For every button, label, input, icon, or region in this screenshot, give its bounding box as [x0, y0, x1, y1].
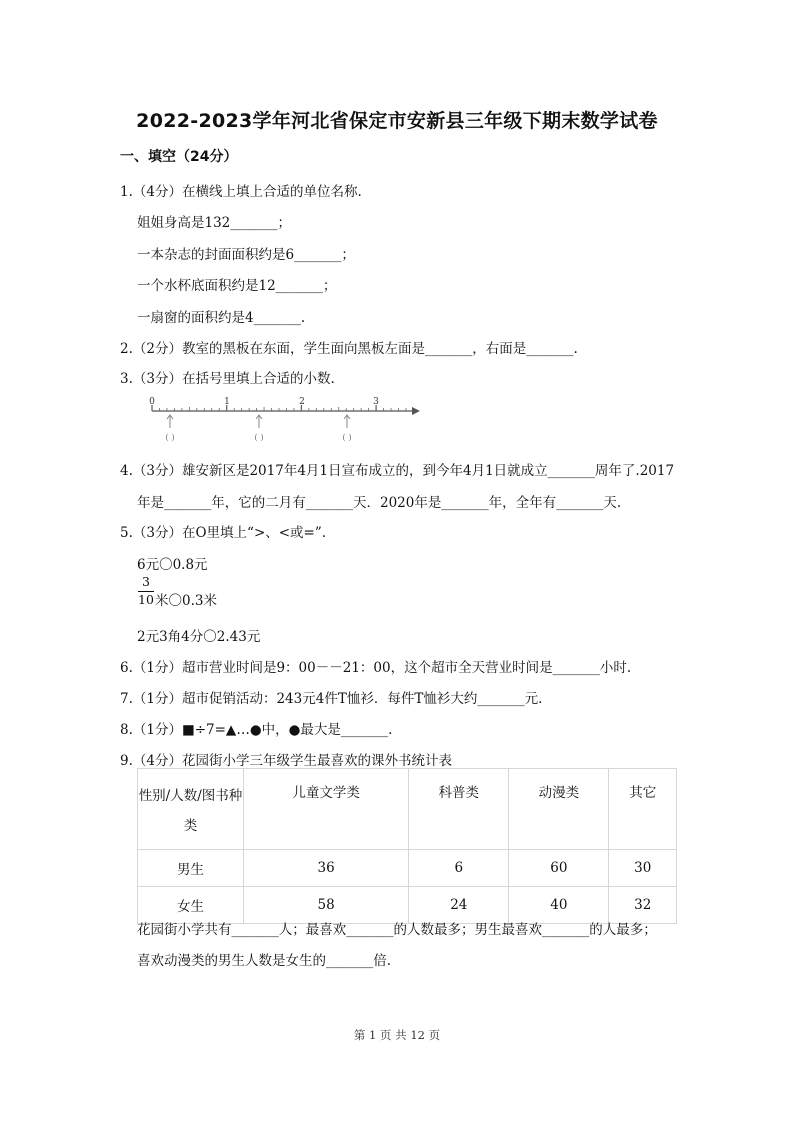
question-9-after-line2: 喜欢动漫类的男生人数是女生的_______倍. — [137, 953, 392, 969]
up-arrow-icon — [256, 415, 262, 428]
question-6: 6.（1分）超市营业时间是9：00－－21：00，这个超市全天营业时间是_______小时. — [120, 660, 632, 676]
table-cell: 女生 — [138, 887, 244, 924]
stats-table — [137, 768, 677, 924]
table-cell: 36 — [244, 850, 409, 887]
table-header-cell: 性别/人数/图书种类 — [138, 769, 244, 850]
table-header-cell: 儿童文学类 — [244, 769, 409, 850]
question-3-stem: 3.（3分）在括号里填上合适的小数. — [120, 371, 335, 387]
tick-label-0: 0 — [149, 397, 155, 407]
tick-label-2: 2 — [299, 397, 305, 407]
section-heading: 一、填空（24分） — [120, 149, 238, 165]
question-4-line1: 4.（3分）雄安新区是2017年4月1日宣布成立的，到今年4月1日就成立_______周年了.2017 — [120, 463, 675, 479]
answer-blank: ( ) — [165, 433, 175, 443]
question-1-item: 一扇窗的面积约是4_______. — [137, 310, 306, 326]
up-arrow-icon — [344, 415, 350, 428]
question-5-item: 2元3角4分〇2.43元 — [137, 629, 261, 645]
fraction — [138, 576, 154, 606]
question-5-item: 6元〇0.8元 — [137, 557, 208, 573]
question-1-item: 一本杂志的封面面积约是6_______； — [137, 247, 355, 263]
fraction-denominator: 10 — [138, 591, 154, 607]
table-cell: 24 — [409, 887, 509, 924]
question-7: 7.（1分）超市促销活动：243元4件T恤衫．每件T恤衫大约_______元. — [120, 691, 543, 707]
question-9-stem: 9.（4分）花园街小学三年级学生最喜欢的课外书统计表 — [120, 753, 452, 769]
tick-label-1: 1 — [224, 397, 230, 407]
question-2: 2.（2分）教室的黑板在东面，学生面向黑板左面是_______，右面是_______. — [120, 341, 578, 357]
question-8: 8.（1分）■÷7=▲…●中，●最大是_______. — [120, 722, 393, 738]
fraction-numerator: 3 — [142, 574, 150, 589]
table-header-cell: 动漫类 — [509, 769, 609, 850]
question-1-item: 一个水杯底面积约是12_______； — [137, 278, 337, 294]
tick-label-3: 3 — [373, 397, 379, 407]
up-arrow-icon — [167, 415, 173, 428]
pointer-arrows — [167, 415, 350, 428]
table-row — [138, 850, 677, 887]
table-header-cell: 科普类 — [409, 769, 509, 850]
table-cell: 58 — [244, 887, 409, 924]
answer-blank: ( ) — [342, 433, 352, 443]
table-header-cell: 其它 — [609, 769, 677, 850]
table-header-row — [138, 769, 677, 850]
question-4-line2: 年是_______年，它的二月有_______天．2020年是_______年，全年有_______天. — [137, 495, 622, 511]
page-title: 2022-2023学年河北省保定市安新县三年级下期末数学试卷 — [136, 110, 658, 132]
question-5-stem: 5.（3分）在O里填上“>、<或=”. — [120, 525, 327, 541]
table-cell: 男生 — [138, 850, 244, 887]
answer-blank: ( ) — [254, 433, 264, 443]
page-footer: 第 1 页 共 12 页 — [353, 1028, 441, 1042]
question-5-item: 米〇0.3米 — [155, 593, 217, 609]
table-cell: 30 — [609, 850, 677, 887]
question-1-stem: 1.（4分）在横线上填上合适的单位名称. — [120, 184, 362, 200]
table-cell: 32 — [609, 887, 677, 924]
table-cell: 6 — [409, 850, 509, 887]
table-cell: 40 — [509, 887, 609, 924]
table-cell: 60 — [509, 850, 609, 887]
number-line-figure — [140, 393, 420, 448]
number-line-ticks — [152, 405, 406, 411]
question-1-item: 姐姐身高是132_______； — [137, 215, 292, 231]
question-9-after-line1: 花园街小学共有_______人；最喜欢_______的人数最多；男生最喜欢_______的人最多； — [137, 922, 657, 938]
number-line-arrow — [412, 407, 420, 415]
